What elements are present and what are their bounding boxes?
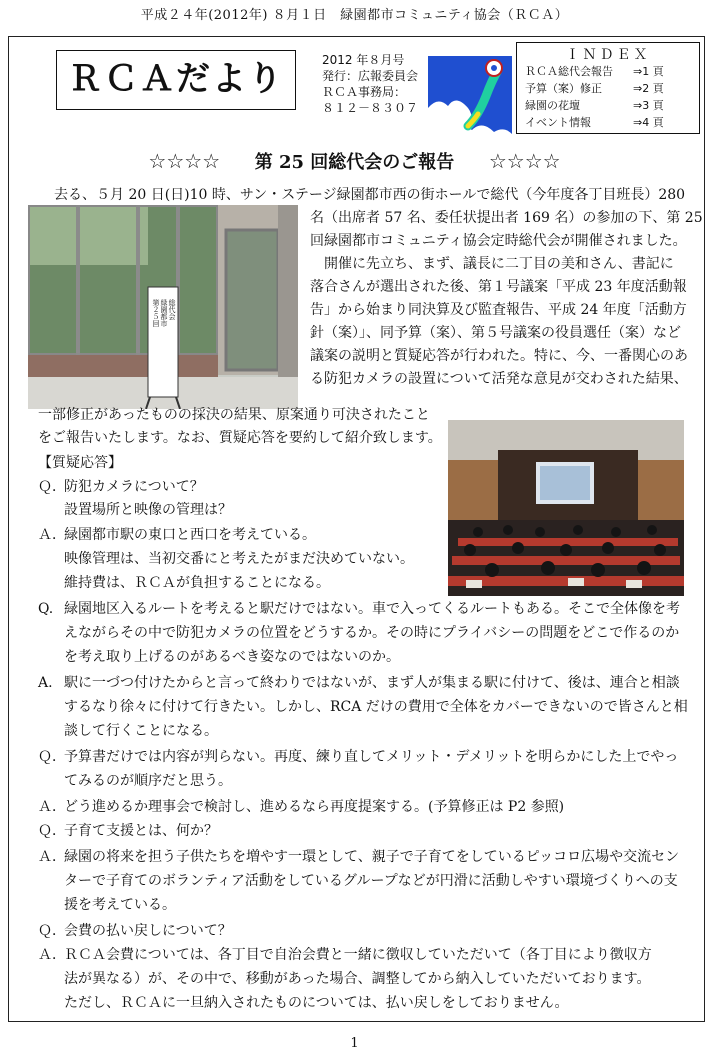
- index-item[interactable]: [525, 63, 691, 80]
- qa-line: えながらその中で防犯カメラの位置をどうするか。その時にプライバシーの問題をどこで作るのか: [64, 625, 680, 641]
- issue-phone: ８１２－８３０７: [322, 101, 419, 115]
- headline-stars-left: ☆☆☆☆: [148, 149, 221, 173]
- qa-line: 援を考えている。: [64, 897, 176, 913]
- qa-line: 子育て支援とは、何か？: [64, 823, 218, 839]
- intro-line: 告」から始まり同決算及び監査報告、平成 24 年度「活動方: [310, 302, 687, 318]
- venue-entrance-photo: [28, 205, 298, 409]
- qa-line: 設置場所と映像の管理は？: [64, 502, 232, 518]
- qa-line: 法が異なる）が、その中で、移動があった場合、調整してから納入していただいております。: [64, 971, 651, 987]
- qa-line: するなり徐々に付けて行きたい。しかし、RCA だけの費用で全体をカバーできないので皆さんと相: [64, 699, 688, 715]
- intro-line: 名（出席者 57 名、委任状提出者 169 名）の参加の下、第 25: [310, 210, 703, 226]
- running-header: 平成２４年(2012年) ８月１日 緑園都市コミュニティ協会（ＲＣＡ）: [140, 8, 569, 23]
- index-item-page: ⇒2 頁: [633, 82, 664, 95]
- qa-line: てみるのが順序だと思う。: [64, 773, 232, 789]
- index-item-label: イベント情報: [525, 116, 591, 129]
- article-headline: [0, 148, 709, 174]
- intro-line: 議案の説明と質疑応答が行われた。特に、今、一番関心のあ: [310, 348, 688, 364]
- qa-label: Ａ．: [38, 947, 66, 963]
- index-item[interactable]: [525, 97, 691, 114]
- index-title: ＩＮＤＥＸ: [565, 47, 651, 63]
- index-item[interactable]: [525, 114, 691, 131]
- index-item-page: ⇒3 頁: [633, 99, 664, 112]
- qa-line: 緑園地区入るルートを考えると駅だけではない。車で入ってくるルートもある。そこで全体像を考: [64, 601, 680, 617]
- qa-line: 映像管理は、当初交番にと考えたがまだ決めていない。: [64, 551, 414, 567]
- svg-text:緑園都市: 緑園都市: [160, 299, 168, 327]
- qa-label: Ａ．: [38, 799, 66, 815]
- issue-info: [322, 52, 418, 116]
- intro-line: 去る、５月 20 日(日)10 時、サン・ステージ緑園都市西の街ホールで総代（今年度各丁目班長）280: [40, 187, 686, 203]
- issue-office: ＲＣＡ事務局：: [322, 85, 407, 99]
- masthead-title: ＲＣＡだより: [56, 50, 296, 110]
- intro-line: 針（案）」、同予算（案）、第５号議案の役員選任（案）など: [310, 325, 681, 341]
- intro-line: 回緑園都市コミュニティ協会定時総代会が開催されました。: [310, 233, 687, 249]
- index-box: [516, 42, 700, 134]
- qa-label: Ａ．: [38, 849, 66, 865]
- qa-line: 談して行くことになる。: [64, 723, 218, 739]
- qa-label: A.: [38, 675, 53, 691]
- qa-heading: 【質疑応答】: [38, 455, 122, 471]
- rca-logo-icon: [428, 56, 512, 140]
- qa-label: Ｑ．: [38, 479, 66, 495]
- qa-line: を考え取り上げるのがあるべき姿なのではないのか。: [64, 649, 400, 665]
- qa-label: Ａ．: [38, 527, 66, 543]
- qa-line: 予算書だけでは内容が判らない。再度、練り直してメリット・デメリットを明らかにした上でやっ: [64, 749, 679, 765]
- headline-text: 第 25 回総代会のご報告: [254, 152, 455, 173]
- qa-line: 維持費は、ＲＣＡが負担することになる。: [64, 575, 330, 591]
- index-item-page: ⇒1 頁: [633, 65, 664, 78]
- intro-line: 開催に先立ち、まず、議長に二丁目の美和さん、書記に: [310, 256, 674, 272]
- intro-line: 一部修正があったものの採決の結果、原案通り可決されたこと: [38, 407, 430, 423]
- meeting-hall-photo: [448, 420, 684, 596]
- page-number: 1: [350, 1036, 359, 1051]
- svg-text:第２５回: 第２５回: [152, 299, 160, 327]
- qa-line: ただし、ＲＣＡに一旦納入されたものについては、払い戻しをしておりません。: [64, 995, 569, 1011]
- intro-line: 落合さんが選出された後、第１号議案「平成 23 年度活動報: [310, 279, 687, 295]
- index-item-page: ⇒4 頁: [633, 116, 664, 129]
- intro-line: る防犯カメラの設置について活発な意見が交わされた結果、: [310, 371, 688, 387]
- svg-text:総代会: 総代会: [168, 299, 176, 320]
- qa-line: 駅に一づつ付けたからと言って終わりではないが、まず人が集まる駅に付けて、後は、連合と相談: [64, 675, 680, 691]
- qa-line: 緑園の将来を担う子供たちを増やす一環として、親子で子育てをしているピッコロ広場や交流セン: [64, 849, 680, 865]
- issue-date: 2012 年８月号: [322, 53, 405, 67]
- headline-stars-right: ☆☆☆☆: [488, 149, 561, 173]
- qa-line: ターで子育てのボランティア活動をしているグループなどが円滑に活動しやすい環境づくりへの支: [64, 873, 678, 889]
- qa-line: ＲＣＡ会費については、各丁目で自治会費と一緒に徴収していただいて（各丁目により徴収方: [64, 947, 652, 963]
- qa-line: どう進めるか理事会で検討し、進めるなら再度提案する。(予算修正は P2 参照): [64, 799, 565, 815]
- intro-line: をご報告いたします。なお、質疑応答を要約して紹介致します。: [38, 430, 442, 446]
- index-item-label: 予算（案）修正: [525, 82, 602, 95]
- issue-publisher: 発行：広報委員会: [322, 69, 419, 83]
- index-item-label: ＲＣＡ総代会報告: [525, 65, 613, 78]
- index-item-label: 緑園の花壇: [525, 99, 580, 112]
- qa-line: 防犯カメラについて？: [64, 479, 204, 495]
- qa-line: 会費の払い戻しについて？: [64, 923, 232, 939]
- index-item[interactable]: [525, 80, 691, 97]
- qa-label: Ｑ．: [38, 823, 66, 839]
- qa-label: Ｑ．: [38, 749, 66, 765]
- qa-label: Ｑ．: [38, 923, 66, 939]
- qa-label: Q.: [38, 601, 54, 617]
- qa-line: 緑園都市駅の東口と西口を考えている。: [64, 527, 316, 543]
